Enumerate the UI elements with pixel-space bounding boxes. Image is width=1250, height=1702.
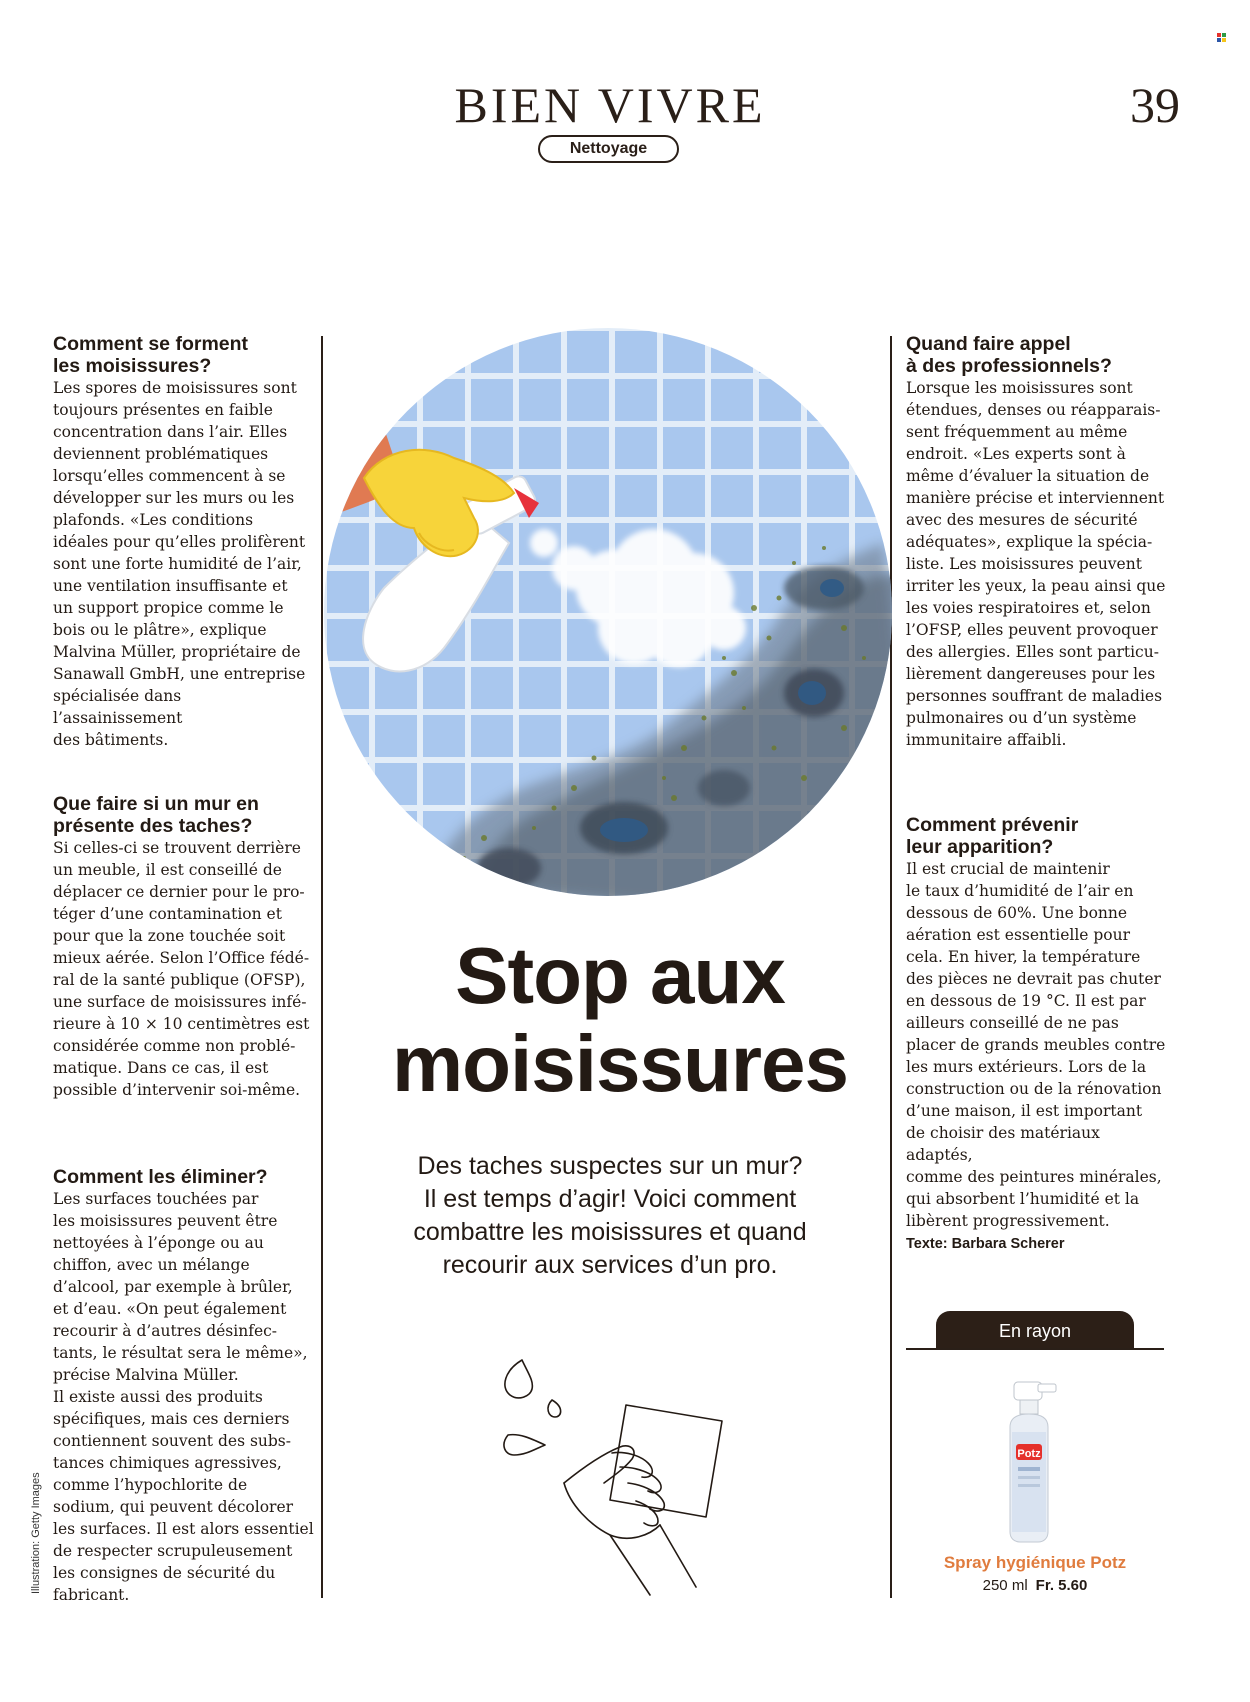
rubric-badge: Nettoyage	[538, 135, 679, 163]
section-heading: Comment prévenir leur apparition?	[906, 814, 1079, 858]
section-body: Les surfaces touchées par les moisissures peuvent être nettoyées à l’éponge ou au chiffon, avec un mélange d’alcool, par exemple à brûler, et d’eau. «On peut également recourir à d’autres désinfec- tants, le résultat sera le même», précise Malvina Müller. Il existe aussi des produits spécifiques, mais ces derniers contiennent souvent des subs- tances chimiques agressives, comme l’hypochlorite de sodium, qui peuvent décolorer les surfaces. Il est alors essentiel de respecter scrupuleusement les consignes de sécurité du fabricant.	[53, 1190, 314, 1604]
article-section	[906, 333, 1168, 751]
section-body: Il est crucial de maintenir le taux d’humidité de l’air en dessous de 60%. Une bonne aération est essentielle pour cela. En hiver, la température des pièces ne devrait pas chuter en dessous de 19 °C. Il est par ailleurs conseillé de ne pas placer de grands meubles contre les murs extérieurs. Lors de la construction ou de la rénovation d’une maison, il est important de choisir des matériaux adaptés, comme des peintures minérales, qui absorbent l’humidité et la libèrent progressivement.	[906, 860, 1166, 1230]
article-section	[53, 1166, 315, 1606]
section-heading: Quand faire appel à des professionnels?	[906, 333, 1112, 377]
product-price-line	[906, 1577, 1164, 1594]
product-price: Fr. 5.60	[1035, 1577, 1088, 1594]
section-heading: Que faire si un mur en présente des taches?	[53, 793, 259, 837]
byline: Texte: Barbara Scherer	[906, 1236, 1065, 1252]
section-heading: Comment les éliminer?	[53, 1166, 268, 1188]
main-headline: Stop aux moisissures	[392, 931, 848, 1108]
product-volume: 250 ml	[982, 1577, 1028, 1594]
en-rayon-tab: En rayon	[936, 1311, 1134, 1349]
article-section	[906, 814, 1168, 1232]
section-body: Lorsque les moisissures sont étendues, denses ou réapparais- sent fréquemment au même endroit. «Les experts sont à même d’évaluer la situation de manière précise et interviennent avec des mesures de sécurité adéquates», explique la spécia- liste. Les moisissures peuvent irriter les yeux, la peau ainsi que les voies respiratoires et, selon l’OFSP, elles peuvent provoquer des allergies. Elles sont particu- lièrement dangereuses pour les personnes souffrant de maladies pulmonaires ou d’un système immunitaire affaibli.	[906, 379, 1166, 749]
section-body: Les spores de moisissures sont toujours présentes en faible concentration dans l’air. Elles deviennent problématiques lorsqu’elles commencent à se développer sur les murs ou les plafonds. «Les conditions idéales pour qu’elles prolifèrent sont une forte humidité de l’air, une ventilation insuffisante et un support propice comme le bois ou le plâtre», explique Malvina Müller, propriétaire de Sanawall GmbH, une entreprise spécialisée dans l’assainissement des bâtiments.	[53, 379, 306, 749]
section-title: BIEN VIVRE	[454, 77, 766, 133]
corner-color-mark	[1217, 33, 1226, 42]
illustration-credit: Illustration: Getty Images	[30, 1472, 42, 1594]
lead-paragraph: Des taches suspectes sur un mur? Il est temps d’agir! Voici comment combattre les moisissures et quand recourir aux services d’un pro.	[413, 1152, 807, 1279]
section-body: Si celles-ci se trouvent derrière un meuble, il est conseillé de déplacer ce dernier pour le pro- téger d’une contamination et pour que la zone touchée soit mieux aérée. Selon l’Office fédé- ral de la santé publique (OFSP), une surface de moisissures infé- rieure à 10 × 10 centimètres est considérée comme non problé- matique. Dans ce cas, il est possible d’intervenir soi-même.	[53, 839, 310, 1099]
section-heading: Comment se forment les moisissures?	[53, 333, 249, 377]
page-number: 39	[1130, 77, 1180, 133]
cleaning-hand-icon	[500, 1355, 740, 1600]
product-bottle-image	[1000, 1372, 1075, 1547]
column-divider-left	[321, 336, 323, 1598]
product-name: Spray hygiénique Potz	[943, 1553, 1127, 1572]
bottle-brand: Potz	[1017, 1448, 1041, 1460]
product-box-rule	[906, 1348, 1164, 1350]
article-section	[53, 793, 315, 1101]
article-section	[53, 333, 315, 751]
mold-illustration	[324, 328, 892, 896]
